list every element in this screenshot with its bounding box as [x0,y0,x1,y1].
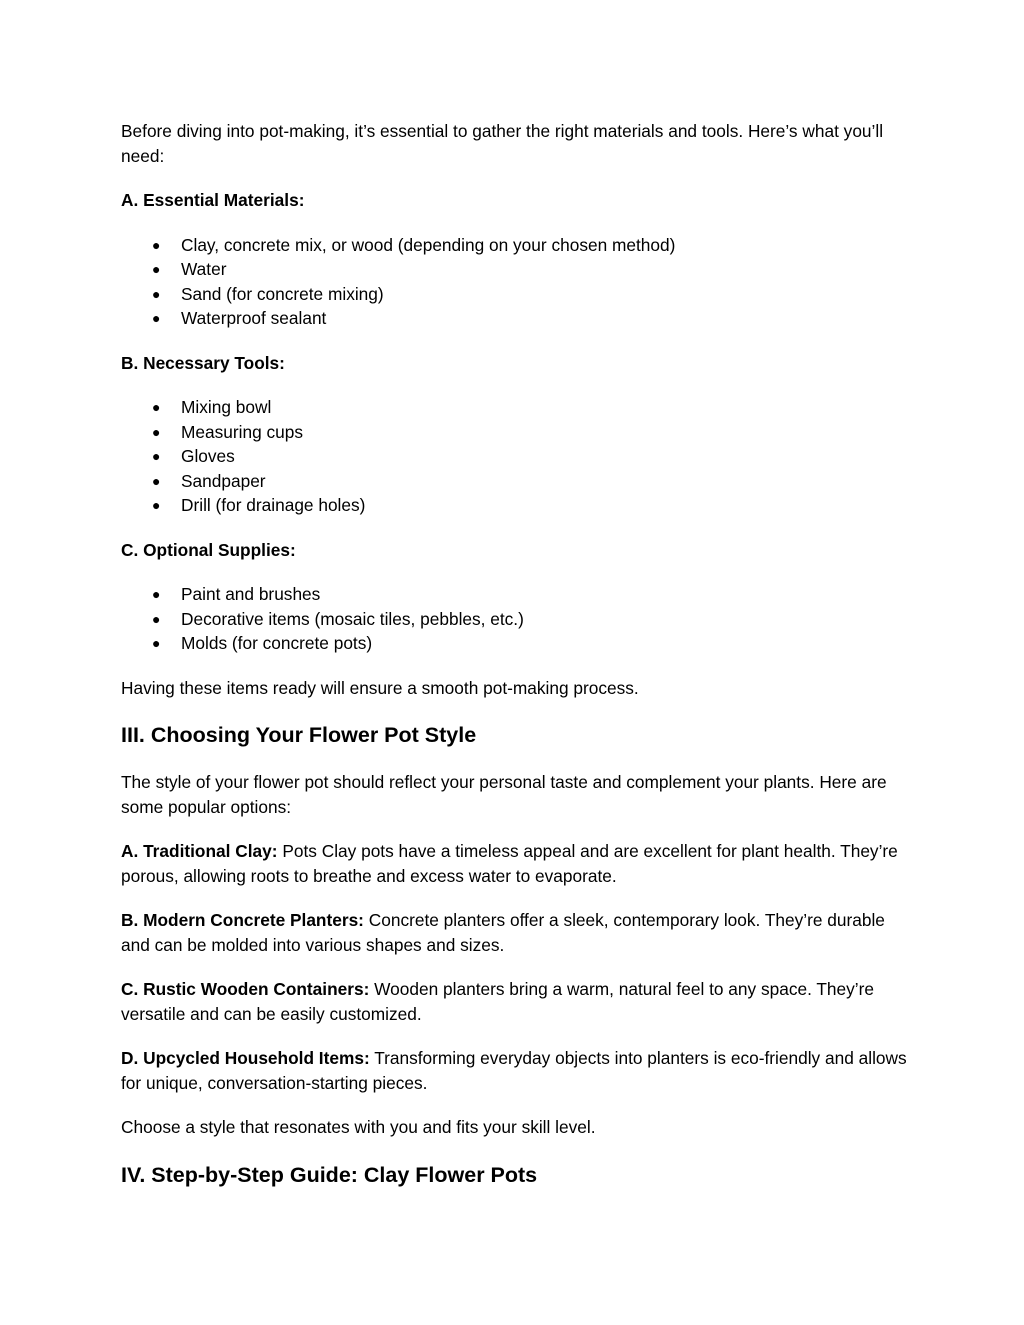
list-item-text: Sandpaper [181,470,266,491]
list-item [121,395,911,420]
materials-list [121,233,911,331]
bullet-icon: ● [152,497,161,513]
closing-paragraph: Having these items ready will ensure a smooth pot-making process. [121,677,639,698]
materials-heading: A. Essential Materials: [121,190,305,210]
bullet-icon: ● [152,310,161,326]
intro-paragraph: Before diving into pot-making, it’s essential to gather the right materials and tools. Here’s what you’ll need: [121,121,884,166]
list-item-text: Molds (for concrete pots) [181,633,373,653]
style-term: D. Upcycled Household Items: [121,1048,370,1068]
bullet-icon: ● [152,236,161,253]
style-term: C. Rustic Wooden Containers: [121,979,370,999]
bullet-icon: ● [152,586,161,602]
list-item [121,582,911,607]
list-item [121,469,911,494]
list-item [121,306,911,331]
document-page [121,119,911,1210]
style-description: Pots Clay pots have a timeless appeal and are excellent for plant health. They’re porous, allowing roots to breathe and excess water to evaporate. [121,841,898,886]
list-item-text: Drill (for drainage holes) [181,495,366,515]
list-item-text: Water [181,259,227,279]
tools-heading: B. Necessary Tools: [121,352,285,373]
style-paragraph [121,839,911,888]
bullet-icon: ● [152,261,161,277]
style-term: B. Modern Concrete Planters: [121,910,364,930]
list-item-text: Waterproof sealant [181,308,327,328]
list-item-text: Gloves [181,446,235,466]
bullet-icon: ● [152,399,161,415]
supplies-heading: C. Optional Supplies: [121,539,296,560]
section-3-intro: The style of your flower pot should reflect your personal taste and complement your plants. Here are some popular options: [121,772,887,817]
list-item [121,282,911,307]
bullet-icon: ● [152,423,161,440]
style-paragraph [121,1046,911,1095]
list-item [121,444,911,469]
list-item-text: Clay, concrete mix, or wood (depending on your chosen method) [181,234,676,255]
list-item-text: Decorative items (mosaic tiles, pebbles, etc.) [181,608,524,629]
list-item [121,631,911,656]
list-item-text: Sand (for concrete mixing) [181,283,384,304]
supplies-list [121,582,911,656]
bullet-icon: ● [152,610,161,627]
style-description: Concrete planters offer a sleek, contemporary look. They’re durable and can be molded into various shapes and sizes. [121,910,885,955]
section-4-heading: IV. Step-by-Step Guide: Clay Flower Pots [121,1162,538,1187]
list-item [121,493,911,518]
list-item-text: Paint and brushes [181,584,321,604]
bullet-icon: ● [152,472,161,489]
list-item-text: Measuring cups [181,421,303,442]
style-paragraph [121,908,911,957]
list-item [121,233,911,258]
tools-list [121,395,911,518]
style-description: Wooden planters bring a warm, natural feel to any space. They’re versatile and can be easily customized. [121,979,874,1024]
list-item [121,607,911,632]
section-3-closing: Choose a style that resonates with you and fits your skill level. [121,1117,596,1137]
list-item [121,257,911,282]
list-item [121,420,911,445]
style-term: A. Traditional Clay: [121,841,278,861]
bullet-icon: ● [152,448,161,464]
style-description: Transforming everyday objects into planters is eco-friendly and allows for unique, conversation-starting pieces. [121,1048,907,1093]
section-3-heading: III. Choosing Your Flower Pot Style [121,723,477,747]
bullet-icon: ● [152,285,161,302]
style-paragraph [121,977,911,1026]
bullet-icon: ● [152,635,161,651]
list-item-text: Mixing bowl [181,397,272,417]
